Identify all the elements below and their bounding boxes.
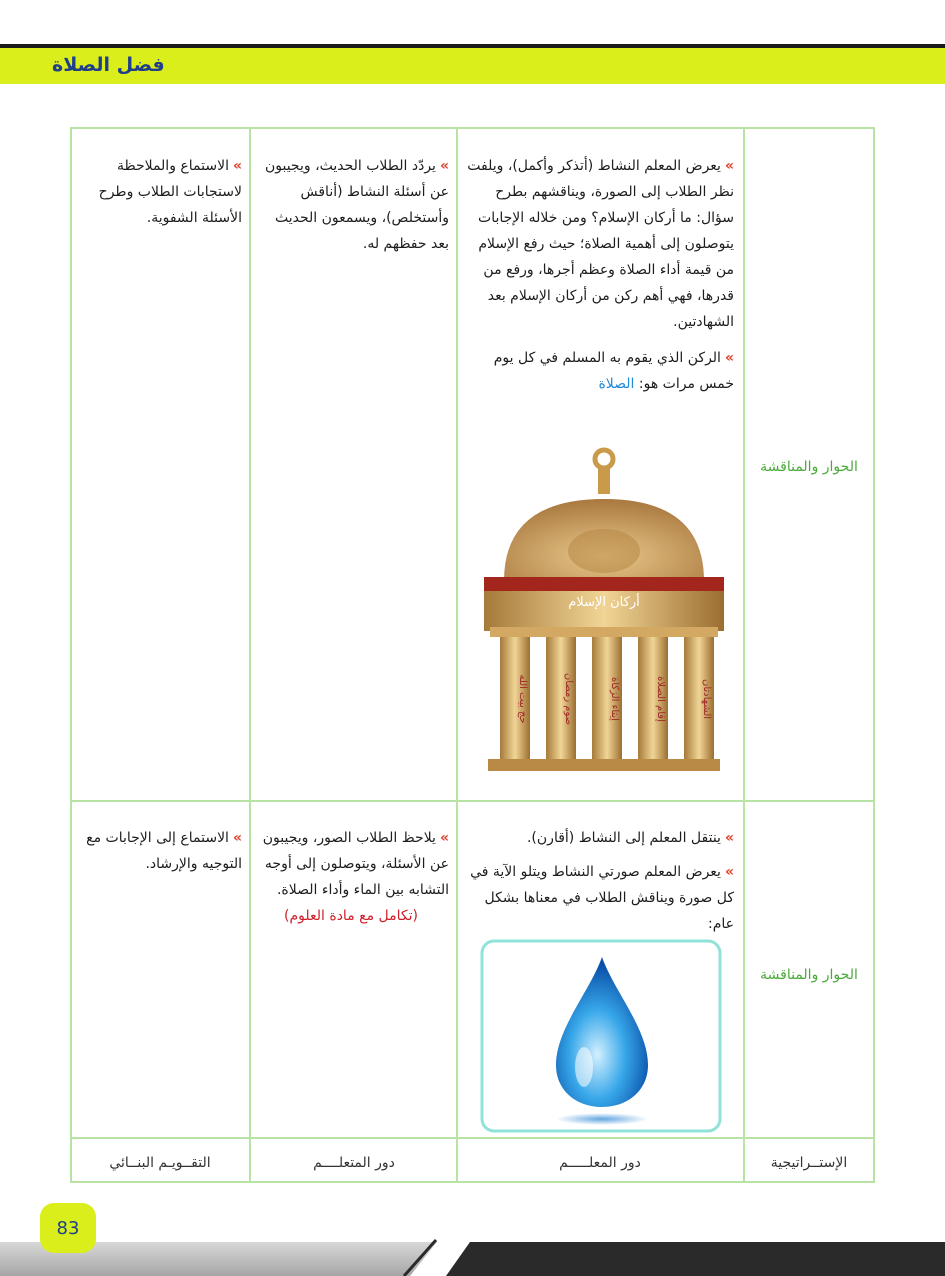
pillar-label: إقام الصلاة bbox=[655, 676, 666, 722]
teacher-role-cell bbox=[464, 153, 734, 397]
bullet-icon: » bbox=[724, 830, 734, 846]
column-divider bbox=[249, 129, 251, 1181]
teacher-role-cell bbox=[464, 825, 734, 937]
column-header-strategy: الإستــراتيجية bbox=[770, 1155, 848, 1171]
bullet-icon: » bbox=[439, 158, 449, 174]
column-header-student: دور المتعلــــم bbox=[313, 1155, 395, 1171]
bullet-icon: » bbox=[724, 158, 734, 174]
roof-label: أركان الإسلام bbox=[568, 595, 640, 610]
bullet-icon: » bbox=[724, 864, 734, 880]
evaluation-cell: »الاستماع إلى الإجابات مع التوجيه والإرشاد. bbox=[86, 830, 242, 872]
bullet-icon: » bbox=[232, 830, 242, 846]
list-item: »ينتقل المعلم إلى النشاط (أقارن). bbox=[526, 830, 734, 846]
student-role-cell: »يلاحظ الطلاب الصور، ويجيبون عن الأسئلة، ويتوصلون إلى أوجه التشابه بين الماء وأداء الصلاة. (تكامل مع مادة العلوم) bbox=[253, 825, 449, 929]
row-divider bbox=[72, 1137, 873, 1139]
pillar-label: حج بيت الله bbox=[517, 674, 528, 724]
evaluation-cell: »الاستماع والملاحظة لاستجابات الطلاب وطرح الأسئلة الشفوية. bbox=[98, 158, 242, 226]
footer-stripes bbox=[0, 1238, 945, 1276]
bullet-icon: » bbox=[724, 350, 734, 366]
bullet-icon: » bbox=[439, 830, 449, 846]
column-divider bbox=[456, 129, 458, 1181]
page-title: فضل الصلاة bbox=[52, 54, 165, 76]
column-header-evaluation: التقــويـم البنــائي bbox=[109, 1155, 211, 1171]
pillar-label: صوم رمضان bbox=[563, 672, 574, 726]
column-header-teacher: دور المعلـــــم bbox=[559, 1155, 641, 1171]
lesson-table bbox=[70, 127, 875, 1183]
bullet-icon: » bbox=[232, 158, 242, 174]
row-divider bbox=[72, 800, 873, 802]
integration-note: (تكامل مع مادة العلوم) bbox=[284, 908, 418, 924]
water-drop-illustration bbox=[480, 939, 724, 1135]
list-item: »يعرض المعلم صورتي النشاط ويتلو الآية في كل صورة ويناقش الطلاب في معناها بشكل عام: bbox=[470, 864, 734, 932]
list-item: »يعرض المعلم النشاط (أتذكر وأكمل)، ويلفت نظر الطلاب إلى الصورة، ويناقشهم بطرح سؤال: ما أركان الإسلام؟ ومن خلاله الإجابات يتوصلون إلى أهمية الصلاة؛ حيث رفع الإسلام من قيمة أداء الصلاة وعظم أجرها، ورفع من قدرها، فهي أهم ركن من أركان الإسلام بعد الشهادتين. bbox=[467, 158, 734, 330]
strategy-label: الحوار والمناقشة bbox=[760, 459, 858, 475]
pillars-of-islam-illustration bbox=[464, 441, 744, 791]
student-role-cell: »يردّد الطلاب الحديث، ويجيبون عن أسئلة النشاط (أناقش وأستخلص)، ويسمعون الحديث بعد حفظهم له. bbox=[264, 158, 449, 252]
answer-text: الصلاة bbox=[598, 376, 635, 392]
header-banner bbox=[0, 48, 945, 84]
pillar-label: الشهادتان bbox=[701, 678, 712, 720]
pillar-label: إيتاء الزكاة bbox=[609, 677, 620, 721]
list-item: »الركن الذي يقوم به المسلم في كل يوم خمس مرات هو: الصلاة bbox=[493, 350, 734, 392]
strategy-label: الحوار والمناقشة bbox=[760, 967, 858, 983]
page-number: 83 bbox=[40, 1203, 96, 1253]
